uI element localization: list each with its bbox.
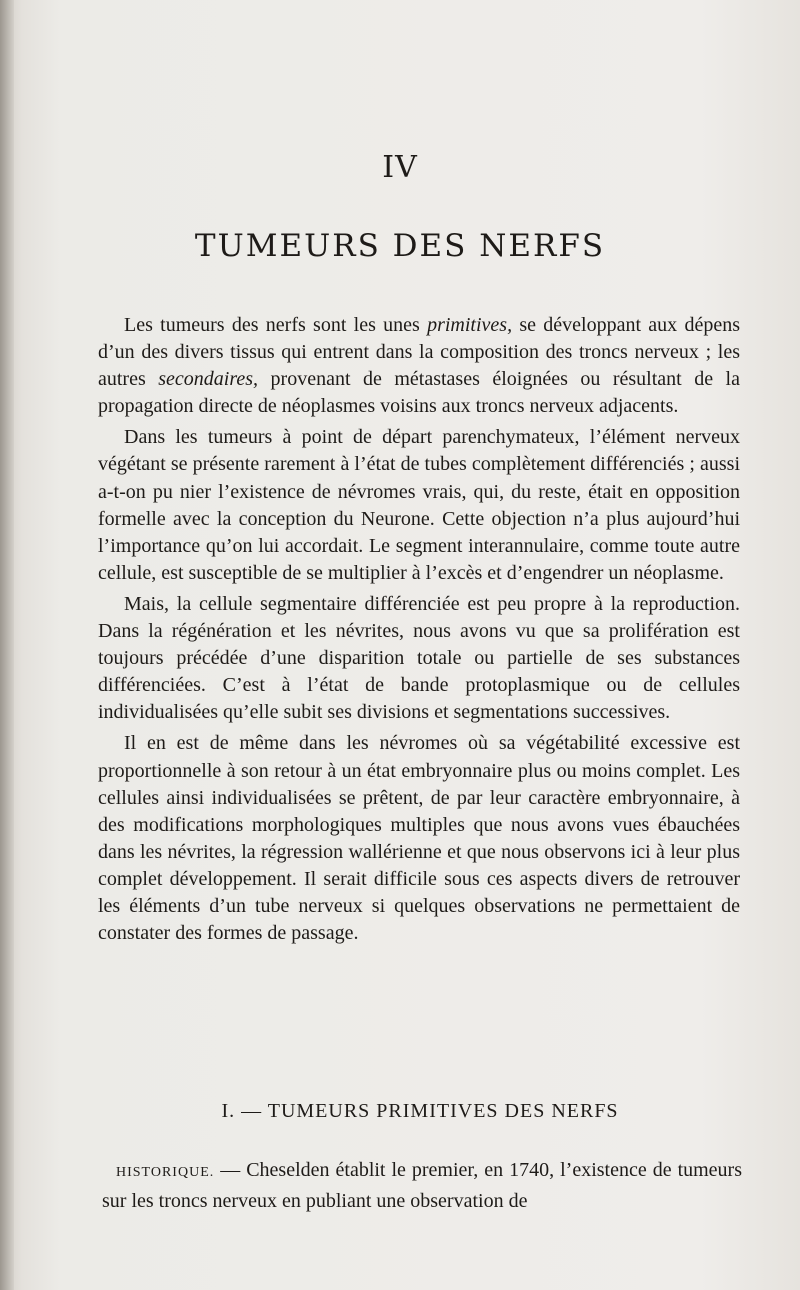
chapter-number: IV [382, 150, 418, 185]
history-label: HISTORIQUE. [116, 1165, 215, 1180]
paragraph-text: — Cheselden établit le premier, en 1740, l’existence de tumeurs sur les troncs nerveux en publiant une observation de [102, 1159, 742, 1212]
paragraph-text: Mais, la cellule segmentaire différenciée est peu propre à la reproduction. Dans la régénération et les névrites, nous avons vu que sa prolifération est toujours précédée d’une disparition totale ou partielle de ses substances différenciées. C’est à l’état de bande protoplasmique ou de cellules individualisées qu’elle subit ses divisions et segmentations successives. [98, 592, 740, 724]
section-heading: I. — TUMEURS PRIMITIVES DES NERFS [221, 1100, 619, 1122]
page-gutter-shadow [0, 0, 14, 1290]
paragraph-text: se développant aux dépens d’un des divers tissus qui entrent dans la composition des troncs nerveux ; les autres [98, 314, 740, 391]
italic-term: secondaires, [158, 368, 259, 391]
paragraph-text: Les tumeurs des nerfs sont les unes [124, 314, 428, 336]
paragraph [98, 730, 740, 947]
chapter-title: TUMEURS DES NERFS [194, 228, 606, 264]
paragraph-text: Il en est de même dans les névromes où sa végétabilité excessive est proportionnelle à son retour à un état embryonnaire plus ou moins complet. Les cellules ainsi individualisées se prêtent, de par leur caractère embryonnaire, à des modifications morphologiques multiples que nous avons vues ébauchées dans les névrites, la régression wallérienne et que nous observons ici à leur plus complet développement. Il serait difficile sous ces aspects divers de retrouver les éléments d’un tube nerveux si quelques observations ne permettaient de constater des formes de passage. [98, 732, 740, 945]
chapter-body [98, 312, 740, 951]
paragraph-text: Dans les tumeurs à point de départ parenchymateux, l’élément nerveux végétant se présente rarement à l’état de tubes complètement différenciés ; aussi a-t-on pu nier l’existence de névromes vrais, qui, du reste, était en opposition formelle avec la conception du Neurone. Cette objection n’a plus aujourd’hui l’importance qu’on lui accordait. Le segment interannulaire, comme toute autre cellule, est susceptible de se multiplier à l’excès et d’engendrer un néoplasme. [98, 426, 740, 584]
paragraph [102, 1156, 742, 1215]
paragraph [98, 424, 740, 587]
italic-term: primitives, [427, 314, 513, 336]
paragraph [98, 312, 740, 420]
history-paragraph [102, 1156, 742, 1215]
paragraph-text: provenant de métastases éloignées ou résultant de la propagation directe de néoplasmes voisins aux troncs nerveux adjacents. [98, 368, 740, 418]
paragraph [98, 591, 740, 726]
